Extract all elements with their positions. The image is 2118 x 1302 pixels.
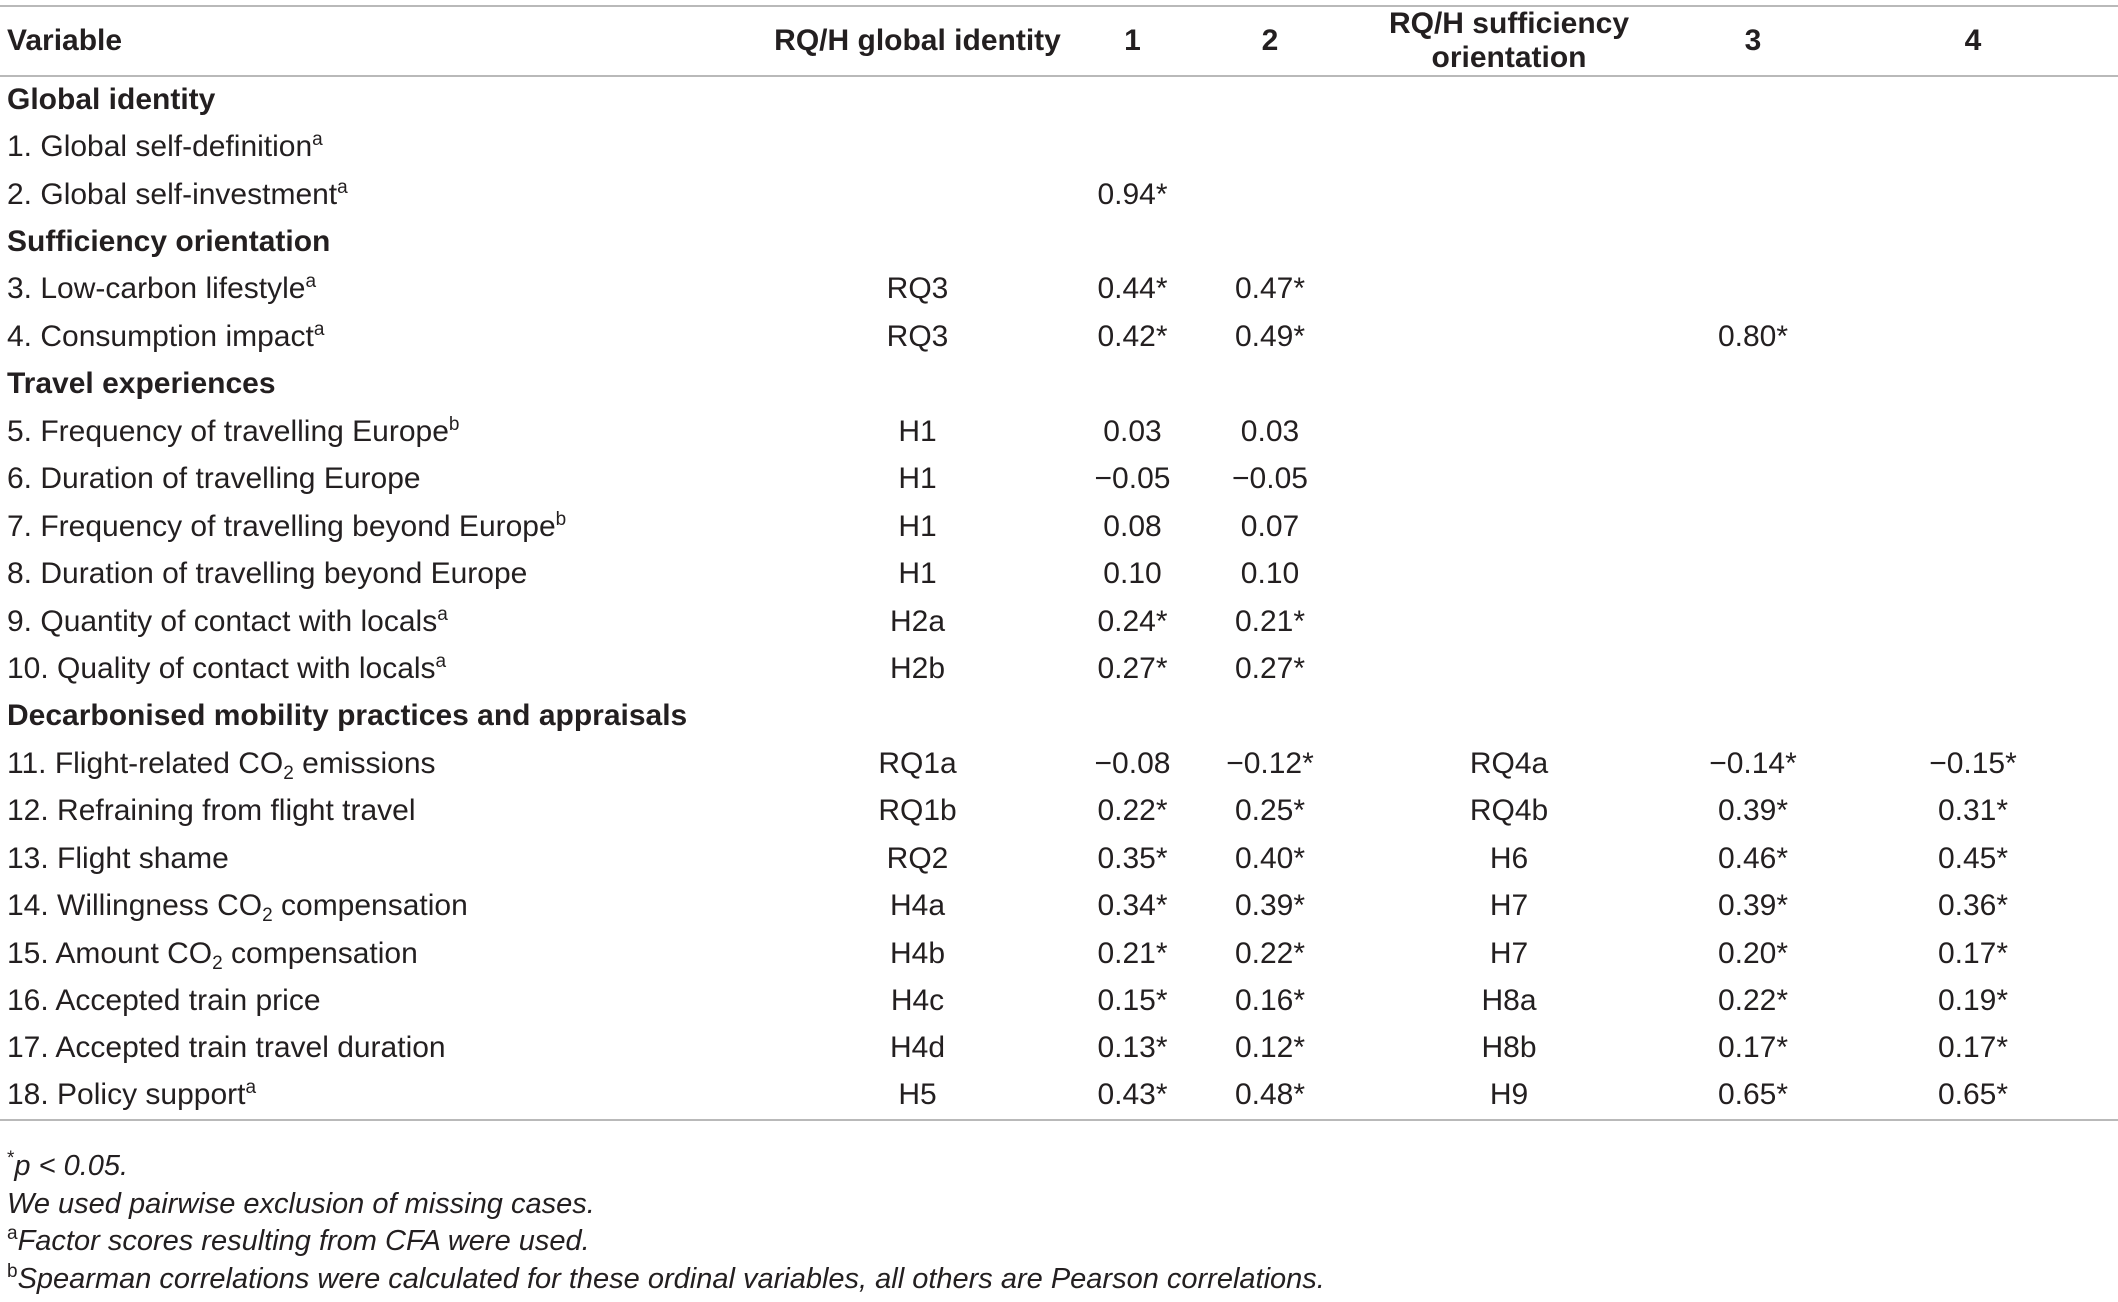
rq-sufficiency-cell: RQ4b	[1469, 794, 1549, 828]
corr-col-1-cell: 0.10	[1103, 557, 1162, 591]
variable-label-text: 13. Flight shame	[7, 841, 229, 875]
rq-sufficiency-cell: H7	[1489, 889, 1529, 923]
note-mark-b: b	[7, 1260, 18, 1282]
rq-global-identity-cell: H5	[770, 1072, 1065, 1119]
footnote-marker: a	[313, 318, 325, 340]
corr-col-4-cell: 0.31*	[1937, 794, 2009, 828]
variable-label-text: 7. Frequency of travelling beyond Europe	[7, 509, 556, 543]
table-row	[0, 1072, 2118, 1119]
corr-col-1-cell: 0.35*	[1097, 841, 1168, 875]
rq-global-identity-cell: H4a	[889, 889, 946, 923]
corr-col-4-cell: 0.17*	[1937, 936, 2009, 970]
variable-label	[0, 788, 770, 835]
corr-col-2-cell: 0.21*	[1234, 604, 1306, 638]
corr-col-4-cell: 0.19*	[1937, 984, 2009, 1018]
section-header: Global identity	[7, 83, 216, 117]
corr-col-1-cell	[1065, 123, 1200, 170]
corr-col-2-cell: −0.12*	[1226, 746, 1314, 780]
section-header: Sufficiency orientation	[7, 225, 331, 259]
corr-col-3-cell	[1678, 408, 1828, 455]
corr-col-4-cell	[1828, 456, 2118, 503]
corr-col-1-cell: 0.43*	[1065, 1072, 1200, 1119]
variable-label	[0, 1025, 770, 1072]
table-row	[0, 645, 2118, 692]
rq-global-identity-cell: RQ2	[886, 841, 949, 875]
corr-col-2-cell: 0.40*	[1234, 841, 1306, 875]
rq-global-identity-cell: RQ1b	[878, 794, 957, 828]
variable-label	[0, 550, 770, 597]
table-row	[0, 503, 2118, 550]
section-header-row	[0, 76, 2118, 123]
corr-col-2-cell: 0.16*	[1234, 984, 1306, 1018]
correlation-table	[0, 5, 2118, 1121]
corr-col-4-cell	[1828, 408, 2118, 455]
table-body	[0, 76, 2118, 1120]
rq-sufficiency-cell	[1340, 598, 1678, 645]
rq-global-identity-cell: H2b	[889, 651, 946, 685]
rq-global-identity-cell: H4d	[889, 1031, 946, 1065]
subscript: 2	[283, 762, 294, 784]
subscript: 2	[262, 905, 273, 927]
variable-label-text-suffix: compensation	[272, 889, 468, 923]
variable-label-text: 15. Amount CO	[7, 936, 213, 970]
rq-sufficiency-cell	[1340, 550, 1678, 597]
section-header-row	[0, 218, 2118, 265]
corr-col-2-cell: 0.10	[1240, 557, 1300, 591]
note-missing	[7, 1186, 1325, 1224]
variable-label-text: 8. Duration of travelling beyond Europe	[7, 557, 528, 591]
rq-sufficiency-cell: H6	[1489, 841, 1529, 875]
corr-col-3-cell	[1678, 550, 1828, 597]
footnote-marker: a	[245, 1077, 257, 1099]
variable-label	[0, 456, 770, 503]
note-significance	[7, 1148, 1325, 1186]
corr-col-2-cell: 0.49*	[1234, 319, 1306, 353]
corr-col-2-cell	[1200, 171, 1340, 218]
rq-sufficiency-cell	[1340, 408, 1678, 455]
corr-col-1-cell: 0.13*	[1097, 1031, 1168, 1065]
variable-label-text: 12. Refraining from flight travel	[7, 794, 416, 828]
header-col-3: 3	[1678, 6, 1828, 76]
corr-col-3-cell	[1678, 266, 1828, 313]
variable-label-text: 1. Global self-definition	[7, 130, 313, 164]
rq-sufficiency-cell: RQ4a	[1469, 746, 1549, 780]
rq-sufficiency-cell	[1340, 456, 1678, 503]
corr-col-2-cell: −0.05	[1232, 462, 1308, 496]
corr-col-2-cell: 0.12*	[1234, 1031, 1306, 1065]
corr-col-1-cell: 0.34*	[1097, 889, 1168, 923]
rq-sufficiency-cell: H7	[1489, 936, 1529, 970]
rq-global-identity-cell: H4b	[889, 936, 946, 970]
corr-col-3-cell: 0.46*	[1717, 841, 1789, 875]
variable-label	[0, 123, 770, 170]
corr-col-2-cell: 0.39*	[1234, 889, 1306, 923]
rq-sufficiency-cell	[1340, 266, 1678, 313]
corr-col-4-cell	[1828, 313, 2118, 360]
corr-col-4-cell	[1828, 503, 2118, 550]
variable-label	[0, 740, 770, 787]
header-rq-sufficiency: RQ/H sufficiency orientation	[1340, 6, 1678, 76]
corr-col-1-cell: 0.15*	[1097, 984, 1168, 1018]
section-header: Travel experiences	[7, 367, 276, 401]
corr-col-4-cell: 0.65*	[1828, 1072, 2118, 1119]
variable-label-text: 14. Willingness CO	[7, 889, 263, 923]
header-col-1: 1	[1065, 6, 1200, 76]
note-significance-text: p < 0.05.	[14, 1150, 129, 1182]
header-variable: Variable	[0, 6, 770, 76]
rq-global-identity-cell: H2a	[889, 604, 946, 638]
variable-label	[0, 171, 770, 218]
corr-col-1-cell: 0.03	[1103, 414, 1162, 448]
corr-col-1-cell: −0.05	[1094, 462, 1171, 496]
rq-global-identity-cell: RQ3	[886, 319, 949, 353]
table-row	[0, 598, 2118, 645]
table-row	[0, 835, 2118, 882]
rq-sufficiency-cell	[1340, 645, 1678, 692]
rq-global-identity-cell: H1	[898, 509, 937, 543]
corr-col-2-cell: 0.03	[1240, 414, 1300, 448]
rq-global-identity-cell: RQ1a	[878, 746, 957, 780]
corr-col-4-cell: −0.15*	[1929, 746, 2017, 780]
variable-label-text: 5. Frequency of travelling Europe	[7, 414, 449, 448]
table-row	[0, 313, 2118, 360]
corr-col-1-cell: 0.22*	[1097, 794, 1168, 828]
rq-global-identity-cell: RQ3	[886, 272, 949, 306]
corr-col-1-cell: 0.94*	[1097, 177, 1168, 211]
table-row	[0, 740, 2118, 787]
corr-col-3-cell: 0.39*	[1717, 794, 1789, 828]
variable-label	[0, 266, 770, 313]
header-col-2: 2	[1200, 6, 1340, 76]
footnote-marker: a	[437, 603, 448, 625]
variable-label	[0, 313, 770, 360]
rq-global-identity-cell: H1	[898, 462, 937, 496]
rq-global-identity-cell: H4c	[890, 984, 945, 1018]
note-spearman-text: Spearman correlations were calculated for these ordinal variables, all others are Pearson correlations.	[17, 1262, 1325, 1295]
table-row	[0, 1025, 2118, 1072]
note-mark-a: a	[7, 1223, 18, 1244]
note-spearman	[7, 1261, 1325, 1299]
corr-col-4-cell: 0.45*	[1937, 841, 2009, 875]
corr-col-1-cell: 0.08	[1103, 509, 1162, 543]
variable-label-text: 9. Quantity of contact with locals	[7, 604, 438, 638]
corr-col-3-cell: 0.20*	[1717, 936, 1789, 970]
variable-label-text: 3. Low-carbon lifestyle	[7, 272, 306, 306]
variable-label	[0, 1072, 770, 1119]
corr-col-2-cell: 0.47*	[1234, 272, 1306, 306]
table-row	[0, 930, 2118, 977]
corr-col-3-cell: 0.80*	[1717, 319, 1789, 353]
note-mark-asterisk: *	[7, 1148, 15, 1169]
corr-col-1-cell: 0.21*	[1097, 936, 1168, 970]
rq-global-identity-cell	[770, 123, 1065, 170]
variable-label-text: 11. Flight-related CO	[7, 746, 284, 780]
variable-label	[0, 503, 770, 550]
corr-col-2-cell: 0.07	[1240, 509, 1300, 543]
corr-col-1-cell: −0.08	[1094, 746, 1171, 780]
rq-global-identity-cell	[770, 171, 1065, 218]
note-factor-scores-text: Factor scores resulting from CFA were used.	[17, 1225, 590, 1257]
footnote-marker: a	[312, 129, 323, 151]
corr-col-4-cell	[1828, 550, 2118, 597]
corr-col-4-cell	[1828, 123, 2118, 170]
corr-col-1-cell: 0.42*	[1097, 319, 1168, 353]
corr-col-2-cell: 0.22*	[1234, 936, 1306, 970]
header-rq-global-identity: RQ/H global identity	[770, 6, 1065, 76]
corr-col-4-cell	[1828, 645, 2118, 692]
section-header: Decarbonised mobility practices and appraisals	[7, 699, 688, 733]
variable-label-text-suffix: compensation	[222, 936, 418, 970]
table-row	[0, 882, 2118, 929]
corr-col-3-cell: 0.39*	[1717, 889, 1789, 923]
section-header-row	[0, 361, 2118, 408]
variable-label	[0, 645, 770, 692]
variable-label	[0, 598, 770, 645]
note-factor-scores	[7, 1223, 1325, 1261]
table-row	[0, 788, 2118, 835]
corr-col-2-cell: 0.27*	[1234, 651, 1306, 685]
rq-sufficiency-cell: H8b	[1481, 1031, 1537, 1065]
rq-sufficiency-cell	[1340, 313, 1678, 360]
corr-col-2-cell: 0.48*	[1200, 1072, 1340, 1119]
footnote-marker: b	[448, 413, 460, 435]
footnote-marker: a	[435, 650, 447, 672]
corr-col-3-cell: 0.22*	[1717, 984, 1789, 1018]
table-row	[0, 266, 2118, 313]
corr-col-3-cell	[1678, 598, 1828, 645]
variable-label	[0, 977, 770, 1024]
corr-col-2-cell	[1200, 123, 1340, 170]
corr-col-3-cell: 0.17*	[1717, 1031, 1789, 1065]
footnote-marker: b	[555, 508, 567, 530]
corr-col-3-cell	[1678, 171, 1828, 218]
table-row	[0, 171, 2118, 218]
table-row	[0, 123, 2118, 170]
variable-label-text: 16. Accepted train price	[7, 984, 321, 1018]
rq-sufficiency-cell	[1340, 171, 1678, 218]
table-row	[0, 977, 2118, 1024]
table-row	[0, 456, 2118, 503]
variable-label-text: 2. Global self-investment	[7, 177, 338, 211]
variable-label-text: 17. Accepted train travel duration	[7, 1031, 446, 1065]
variable-label	[0, 835, 770, 882]
variable-label-text: 4. Consumption impact	[7, 319, 314, 353]
corr-col-3-cell	[1678, 123, 1828, 170]
variable-label	[0, 882, 770, 929]
corr-col-4-cell: 0.36*	[1937, 889, 2009, 923]
footnote-marker: a	[337, 176, 348, 198]
variable-label-text: 18. Policy support	[7, 1078, 246, 1112]
note-missing-text: We used pairwise exclusion of missing cases.	[7, 1187, 595, 1220]
rq-global-identity-cell: H1	[898, 557, 937, 591]
corr-col-2-cell: 0.25*	[1234, 794, 1306, 828]
section-header-row	[0, 693, 2118, 740]
corr-col-3-cell: −0.14*	[1709, 746, 1797, 780]
header-col-4: 4	[1828, 6, 2118, 76]
variable-label	[0, 408, 770, 455]
table-row	[0, 408, 2118, 455]
corr-col-4-cell	[1828, 266, 2118, 313]
corr-col-4-cell	[1828, 171, 2118, 218]
corr-col-3-cell	[1678, 503, 1828, 550]
subscript: 2	[212, 952, 223, 974]
rq-sufficiency-cell: H9	[1340, 1072, 1678, 1119]
corr-col-3-cell	[1678, 456, 1828, 503]
table-row	[0, 550, 2118, 597]
corr-col-3-cell	[1678, 645, 1828, 692]
rq-sufficiency-cell	[1340, 123, 1678, 170]
corr-col-1-cell: 0.44*	[1097, 272, 1168, 306]
table-notes	[7, 1148, 1325, 1298]
rq-global-identity-cell: H1	[898, 414, 937, 448]
header-row	[0, 6, 2118, 76]
variable-label	[0, 930, 770, 977]
footnote-marker: a	[305, 271, 317, 293]
corr-col-1-cell: 0.24*	[1097, 604, 1168, 638]
corr-col-3-cell: 0.65*	[1678, 1072, 1828, 1119]
rq-sufficiency-cell	[1340, 503, 1678, 550]
corr-col-1-cell: 0.27*	[1097, 651, 1168, 685]
variable-label-text-suffix: emissions	[293, 746, 436, 780]
rq-sufficiency-cell: H8a	[1481, 984, 1537, 1018]
variable-label-text: 6. Duration of travelling Europe	[7, 462, 421, 496]
corr-col-4-cell: 0.17*	[1937, 1031, 2009, 1065]
variable-label-text: 10. Quality of contact with locals	[7, 651, 436, 685]
corr-col-4-cell	[1828, 598, 2118, 645]
